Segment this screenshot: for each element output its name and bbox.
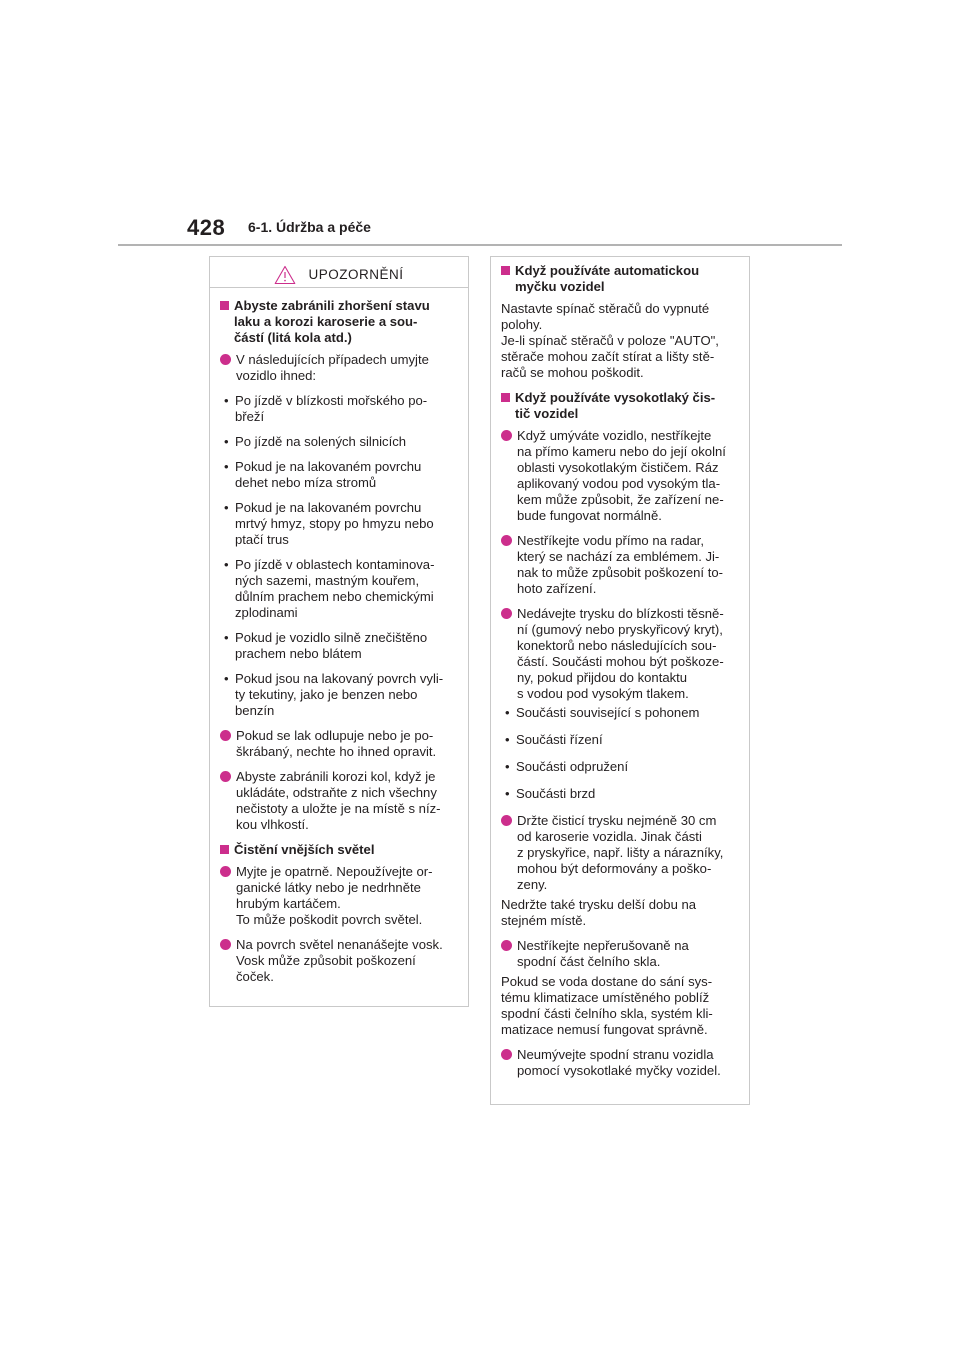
bullet-item bbox=[501, 533, 740, 597]
page-number: 428 bbox=[187, 215, 226, 240]
warning-triangle-icon bbox=[274, 265, 296, 285]
bullet-text: Pokud se lak odlupuje nebo je po- škrábaný, nechte ho ihned opravit. bbox=[236, 728, 437, 759]
sub-item bbox=[220, 434, 459, 450]
sub-bullet-mark: • bbox=[505, 759, 510, 774]
sub-text: Pokud je na lakovaném povrchu mrtvý hmyz, stopy po hmyzu nebo ptačí trus bbox=[235, 500, 434, 547]
sub-item bbox=[220, 393, 459, 425]
sub-text: Součásti řízení bbox=[516, 732, 603, 747]
bullet-text: Nestříkejte nepřerušovaně na spodní část čelního skla. bbox=[517, 938, 689, 969]
sub-bullet-mark: • bbox=[505, 786, 510, 801]
circle-bullet-icon bbox=[501, 940, 512, 951]
circle-bullet-icon bbox=[501, 815, 512, 826]
sub-item bbox=[220, 500, 459, 548]
heading bbox=[501, 263, 740, 295]
bullet-item bbox=[501, 813, 740, 893]
sub-bullet-mark: • bbox=[224, 459, 229, 474]
sub-text: Po jízdě v oblastech kontaminova- ných sazemi, mastným kouřem, důlním prachem nebo chemickými zplodinami bbox=[235, 557, 435, 620]
warning-header bbox=[210, 263, 468, 288]
circle-bullet-icon bbox=[220, 939, 231, 950]
sub-item bbox=[220, 630, 459, 662]
sub-bullet-mark: • bbox=[224, 671, 229, 686]
heading bbox=[220, 298, 459, 346]
circle-bullet-icon bbox=[220, 771, 231, 782]
sub-text: Pokud je vozidlo silně znečištěno prachem nebo blátem bbox=[235, 630, 428, 661]
bullet-text: Když umýváte vozidlo, nestříkejte na přímo kameru nebo do její okolní oblasti vysokotlakým čističem. Ráz aplikovaný vodou pod vysokým tla- kem může způsobit, že zařízení ne- bude fungovat normálně. bbox=[517, 428, 726, 523]
sub-text: Po jízdě na solených silnicích bbox=[235, 434, 407, 449]
paragraph: Nastavte spínač stěračů do vypnuté polohy. Je-li spínač stěračů v poloze "AUTO", stěrače mohou začít stírat a lišty stě- račů se mohou poškodit. bbox=[501, 301, 719, 380]
bullet-text: Nestříkejte vodu přímo na radar, který se nachází za emblémem. Ji- nak to může způsobit poškození to- hoto zařízení. bbox=[517, 533, 723, 596]
square-marker-icon bbox=[501, 393, 510, 402]
heading-text: Abyste zabránili zhoršení stavu laku a korozi karoserie a sou- částí (litá kola atd.) bbox=[234, 298, 430, 345]
circle-bullet-icon bbox=[220, 354, 231, 365]
bullet-item bbox=[501, 1047, 740, 1079]
warning-box bbox=[209, 256, 469, 1007]
square-marker-icon bbox=[220, 845, 229, 854]
sub-item bbox=[501, 732, 740, 748]
bullet-item bbox=[220, 937, 459, 985]
sub-bullet-mark: • bbox=[224, 393, 229, 408]
sub-bullet-mark: • bbox=[224, 630, 229, 645]
continuation-box bbox=[490, 256, 750, 1105]
square-marker-icon bbox=[501, 266, 510, 275]
bullet-text: Na povrch světel nenanášejte vosk. Vosk může způsobit poškození čoček. bbox=[236, 937, 443, 984]
sub-text: Pokud je na lakovaném povrchu dehet nebo míza stromů bbox=[235, 459, 422, 490]
bullet-item bbox=[501, 428, 740, 524]
bullet-item bbox=[220, 769, 459, 833]
sub-text: Součásti související s pohonem bbox=[516, 705, 700, 720]
bullet-item bbox=[220, 728, 459, 760]
sub-item bbox=[220, 459, 459, 491]
circle-bullet-icon bbox=[501, 535, 512, 546]
bullet-text: Abyste zabránili korozi kol, když je ukládáte, odstraňte z nich všechny nečistoty a uložte je na místě s níz- kou vlhkostí. bbox=[236, 769, 441, 832]
heading-text: Když používáte automatickou myčku vozidel bbox=[515, 263, 700, 294]
sub-bullet-mark: • bbox=[224, 500, 229, 515]
paragraph: Pokud se voda dostane do sání sys- tému klimatizace umístěného poblíž spodní části čelního skla, systém kli- matizace nemusí fungovat správně. bbox=[501, 974, 713, 1037]
bullet-text: V následujících případech umyjte vozidlo ihned: bbox=[236, 352, 429, 383]
sub-item bbox=[501, 759, 740, 775]
header-rule bbox=[118, 244, 842, 246]
paragraph: Nedržte také trysku delší dobu na stejném místě. bbox=[501, 897, 697, 928]
sub-text: Pokud jsou na lakovaný povrch vyli- ty tekutiny, jako je benzen nebo benzín bbox=[235, 671, 444, 718]
circle-bullet-icon bbox=[501, 430, 512, 441]
circle-bullet-icon bbox=[501, 608, 512, 619]
circle-bullet-icon bbox=[220, 866, 231, 877]
bullet-text: Nedávejte trysku do blízkosti těsně- ní (gumový nebo pryskyřicový kryt), konektorů nebo následujících sou- částí. Součásti mohou být poškoze- ny, pokud přijdou do kontaktu s vodou pod vysokým tlakem. bbox=[517, 606, 724, 701]
heading-text: Čistění vnějších světel bbox=[234, 842, 375, 857]
bullet-item bbox=[220, 352, 459, 384]
circle-bullet-icon bbox=[501, 1049, 512, 1060]
bullet-item bbox=[501, 606, 740, 702]
sub-text: Součásti odpružení bbox=[516, 759, 629, 774]
sub-text: Součásti brzd bbox=[516, 786, 596, 801]
heading bbox=[220, 842, 459, 858]
bullet-text: Neumývejte spodní stranu vozidla pomocí vysokotlaké myčky vozidel. bbox=[517, 1047, 721, 1078]
sub-item bbox=[501, 786, 740, 802]
sub-text: Po jízdě v blízkosti mořského po- břeží bbox=[235, 393, 428, 424]
sub-bullet-mark: • bbox=[505, 732, 510, 747]
sub-bullet-mark: • bbox=[224, 434, 229, 449]
bullet-item bbox=[220, 864, 459, 928]
sub-item bbox=[220, 557, 459, 621]
warning-label: UPOZORNĚNÍ bbox=[308, 267, 404, 282]
square-marker-icon bbox=[220, 301, 229, 310]
section-title: 6-1. Údržba a péče bbox=[248, 219, 371, 235]
circle-bullet-icon bbox=[220, 730, 231, 741]
bullet-item bbox=[501, 938, 740, 970]
sub-item bbox=[220, 671, 459, 719]
bullet-text: Myjte je opatrně. Nepoužívejte or- ganické látky nebo je nedrhněte hrubým kartáčem. To může poškodit povrch světel. bbox=[236, 864, 433, 927]
sub-bullet-mark: • bbox=[224, 557, 229, 572]
heading-text: Když používáte vysokotlaký čis- tič vozidel bbox=[515, 390, 716, 421]
sub-item bbox=[501, 705, 740, 721]
sub-bullet-mark: • bbox=[505, 705, 510, 720]
bullet-text: Držte čisticí trysku nejméně 30 cm od karoserie vozidla. Jinak části z pryskyřice, např. lišty a nárazníky, mohou být deformovány a poško- zeny. bbox=[517, 813, 724, 892]
heading bbox=[501, 390, 740, 422]
